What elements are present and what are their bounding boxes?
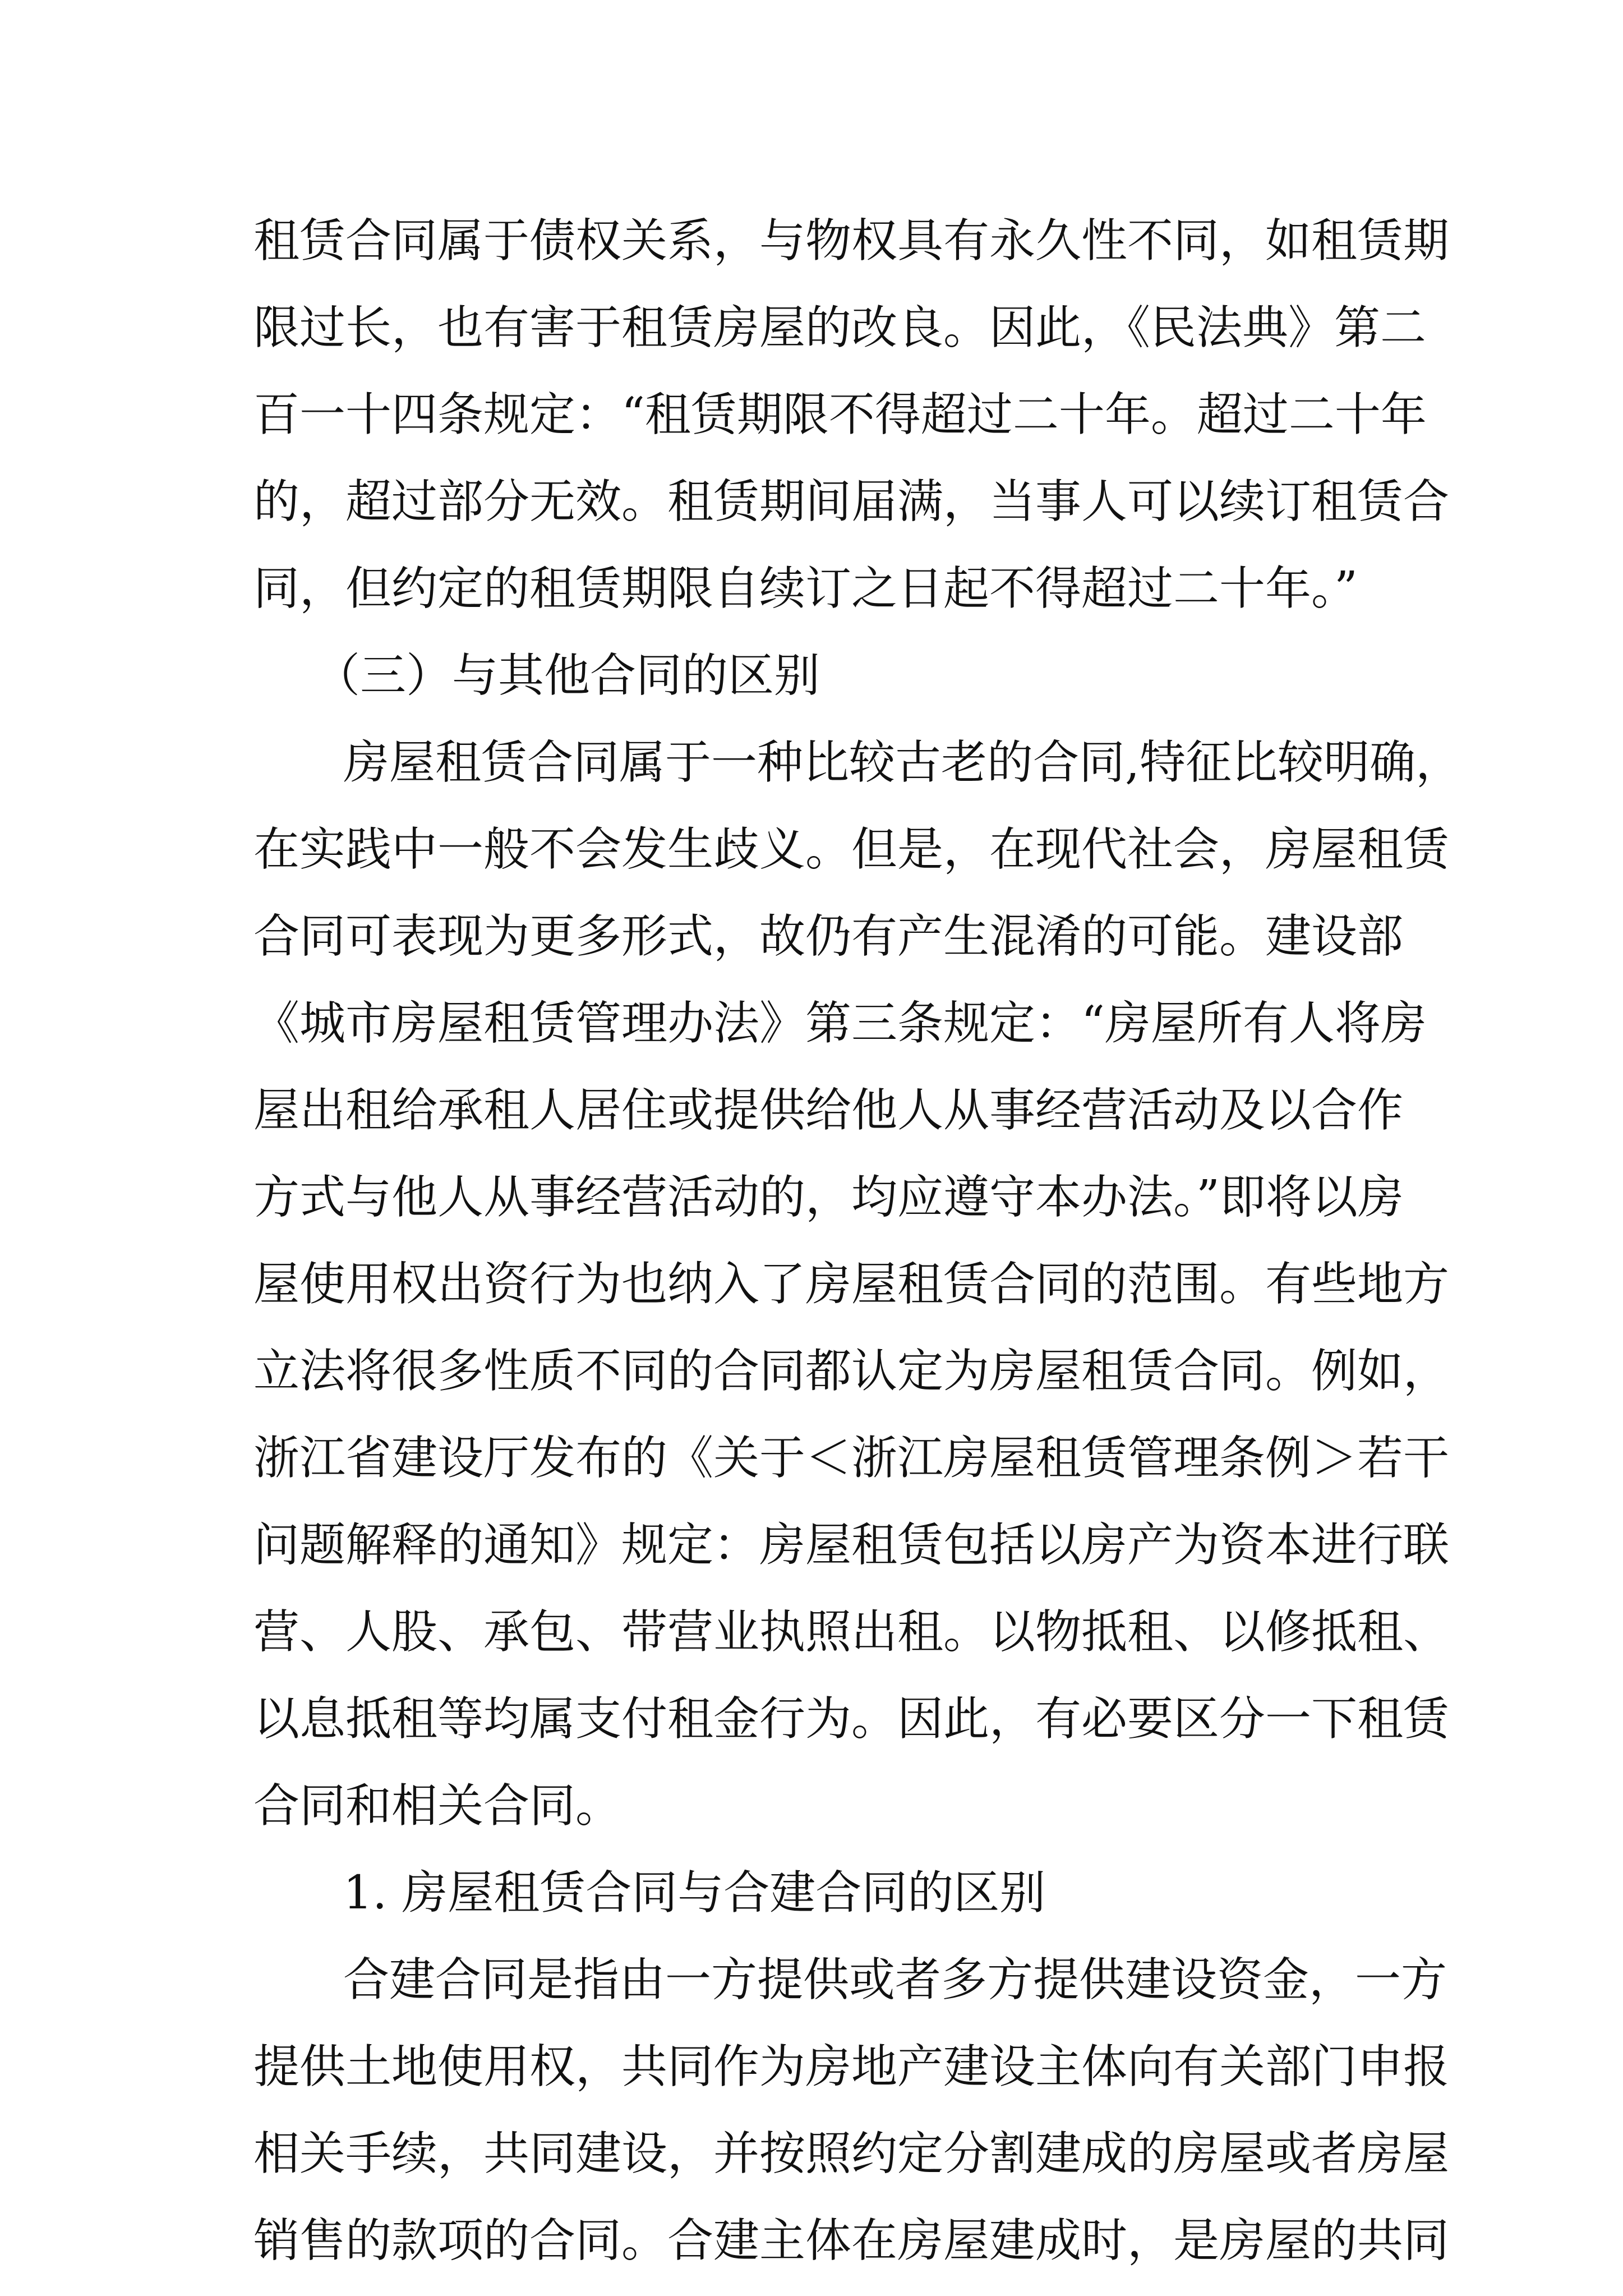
- section-heading: （三）与其他合同的区别: [314, 649, 820, 702]
- text-line: 合同和相关合同。: [253, 1779, 622, 1833]
- text-line: 浙江省建设厅发布的《关于＜浙江房屋租赁管理条例＞若干: [253, 1432, 1450, 1485]
- text-line: 合建合同是指由一方提供或者多方提供建设资金，一方: [343, 1953, 1447, 2007]
- subsection-heading: 1. 房屋租赁合同与合建合同的区别: [343, 1866, 1046, 1920]
- text-line: 销售的款项的合同。合建主体在房屋建成时，是房屋的共同: [253, 2214, 1450, 2267]
- text-line: 百一十四条规定：“租赁期限不得超过二十年。超过二十年: [253, 388, 1427, 441]
- text-line: 限过长，也有害于租赁房屋的改良。因此，《民法典》第二: [253, 301, 1427, 355]
- text-line: 租赁合同属于债权关系，与物权具有永久性不同，如租赁期: [253, 214, 1450, 268]
- text-line: 屋使用权出资行为也纳入了房屋租赁合同的范围。有些地方: [253, 1258, 1450, 1311]
- text-line: 相关手续，共同建设，并按照约定分割建成的房屋或者房屋: [253, 2127, 1450, 2180]
- text-line: 的，超过部分无效。租赁期间届满，当事人可以续订租赁合: [253, 475, 1450, 528]
- text-line: 方式与他人从事经营活动的，均应遵守本办法。”即将以房: [253, 1171, 1404, 1224]
- text-line: 以息抵租等均属支付租金行为。因此，有必要区分一下租赁: [253, 1692, 1450, 1746]
- text-line: 在实践中一般不会发生歧义。但是，在现代社会，房屋租赁: [253, 823, 1450, 876]
- text-line: 立法将很多性质不同的合同都认定为房屋租赁合同。例如，: [253, 1345, 1450, 1398]
- text-line: 提供土地使用权，共同作为房地产建设主体向有关部门申报: [253, 2040, 1450, 2093]
- text-line: 房屋租赁合同属于一种比较古老的合同,特征比较明确，: [343, 736, 1462, 789]
- text-line: 问题解释的通知》规定：房屋租赁包括以房产为资本进行联: [253, 1519, 1450, 1572]
- text-line: 合同可表现为更多形式，故仍有产生混淆的可能。建设部: [253, 910, 1404, 963]
- text-line: 营、人股、承包、带营业执照出租。以物抵租、以修抵租、: [253, 1605, 1450, 1659]
- text-line: 同，但约定的租赁期限自续订之日起不得超过二十年。”: [253, 562, 1358, 615]
- text-line: 屋出租给承租人居住或提供给他人从事经营活动及以合作: [253, 1084, 1404, 1137]
- text-line: 《城市房屋租赁管理办法》第三条规定：“房屋所有人将房: [253, 997, 1427, 1050]
